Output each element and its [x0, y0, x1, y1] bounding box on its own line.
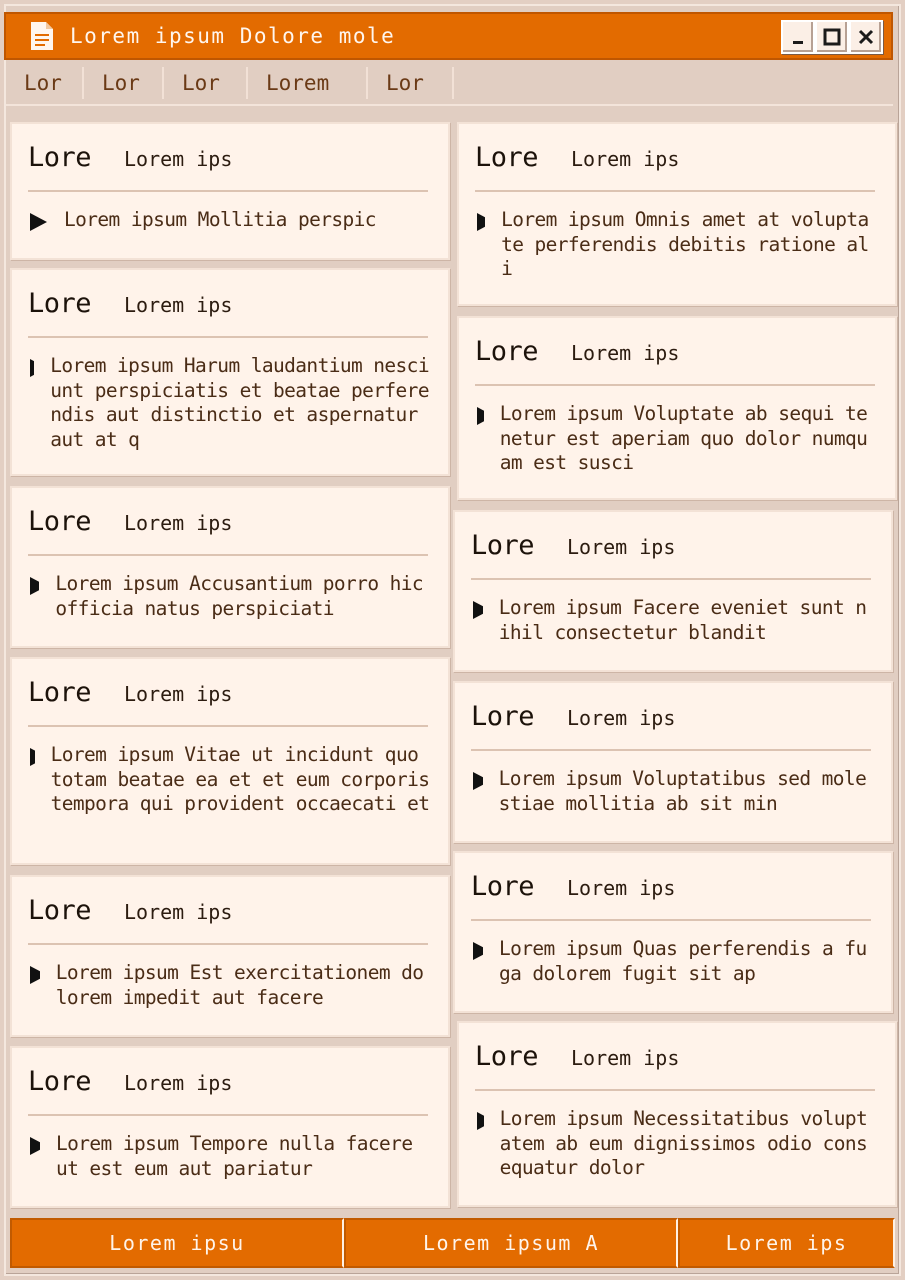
card-title: Lore [28, 677, 92, 708]
card[interactable] [457, 122, 897, 306]
card-text: Lorem ipsum Accusantium porro hic officia natus perspiciati [55, 572, 424, 620]
card[interactable] [457, 1021, 897, 1207]
card-title: Lore [28, 506, 92, 537]
card-subtitle: Lorem ips [124, 1071, 233, 1095]
menu-item-2[interactable]: Lor [84, 67, 164, 99]
play-arrow-icon [471, 771, 483, 791]
card-divider [28, 1114, 428, 1116]
card-divider [471, 578, 871, 580]
bottom-button-2[interactable]: Lorem ipsum A [344, 1218, 678, 1268]
play-arrow-icon [471, 941, 483, 961]
card-text: Lorem ipsum Tempore nulla facere ut est eum aut pariatur [55, 1132, 413, 1180]
card-text: Lorem ipsum Omnis amet at voluptate perferendis debitis ratione ali [501, 208, 869, 280]
card-subtitle: Lorem ips [124, 511, 233, 535]
bottom-button-3[interactable]: Lorem ips [678, 1218, 895, 1268]
card-text: Lorem ipsum Necessitatibus voluptatem ab eum dignissimos odio consequatur dolor [499, 1107, 868, 1179]
card-divider [28, 554, 428, 556]
close-icon [858, 29, 874, 45]
menu-bar [6, 62, 893, 106]
card-title: Lore [471, 871, 535, 902]
card-subtitle: Lorem ips [567, 876, 676, 900]
card[interactable] [10, 875, 450, 1037]
card-subtitle: Lorem ips [571, 341, 680, 365]
card-title: Lore [471, 530, 535, 561]
card[interactable] [453, 510, 893, 672]
play-arrow-icon [28, 576, 39, 596]
play-arrow-icon [28, 1136, 40, 1156]
card-title: Lore [28, 288, 92, 319]
card-text: Lorem ipsum Vitae ut incidunt quo totam beatae ea et et eum corporis tempora qui provident occaecati et [50, 743, 430, 815]
card-subtitle: Lorem ips [124, 147, 233, 171]
card[interactable] [10, 122, 450, 260]
maximize-icon [823, 28, 841, 46]
card-divider [471, 919, 871, 921]
menu-item-5[interactable]: Lor [368, 67, 454, 99]
card-subtitle: Lorem ips [124, 682, 233, 706]
card[interactable] [457, 316, 897, 500]
card-divider [475, 1089, 875, 1091]
close-button[interactable] [849, 20, 883, 54]
menu-item-3[interactable]: Lor [164, 67, 248, 99]
minimize-button[interactable] [781, 20, 815, 54]
bottom-toolbar [10, 1218, 895, 1268]
play-arrow-icon [28, 212, 48, 232]
card-text: Lorem ipsum Est exercitationem dolorem impedit aut facere [55, 961, 424, 1009]
play-arrow-icon [28, 747, 35, 767]
card-divider [28, 336, 428, 338]
window-title: Lorem ipsum Dolore mole [70, 24, 396, 48]
card-title: Lore [475, 1041, 539, 1072]
card[interactable] [10, 486, 450, 648]
maximize-button[interactable] [815, 20, 849, 54]
card-subtitle: Lorem ips [124, 900, 233, 924]
title-bar[interactable] [4, 12, 893, 60]
card-text: Lorem ipsum Facere eveniet sunt nihil consectetur blandit [498, 596, 867, 644]
card-divider [28, 190, 428, 192]
card-title: Lore [475, 336, 539, 367]
card-subtitle: Lorem ips [571, 1046, 680, 1070]
card-title: Lore [471, 701, 535, 732]
card[interactable] [453, 681, 893, 843]
card-subtitle: Lorem ips [124, 293, 233, 317]
card-divider [475, 190, 875, 192]
card[interactable] [10, 657, 450, 865]
card[interactable] [453, 851, 893, 1013]
card-subtitle: Lorem ips [571, 147, 680, 171]
play-arrow-icon [475, 212, 485, 232]
card-title: Lore [475, 142, 539, 173]
card-divider [28, 943, 428, 945]
play-arrow-icon [28, 358, 34, 378]
play-arrow-icon [28, 965, 40, 985]
play-arrow-icon [475, 1111, 484, 1131]
card-text: Lorem ipsum Quas perferendis a fuga dolorem fugit sit ap [498, 937, 867, 985]
play-arrow-icon [471, 600, 483, 620]
card-title: Lore [28, 1066, 92, 1097]
menu-item-1[interactable]: Lor [6, 67, 84, 99]
menu-item-4[interactable]: Lorem [248, 67, 368, 99]
card-divider [475, 384, 875, 386]
card-text: Lorem ipsum Voluptate ab sequi tenetur est aperiam quo dolor numquam est susci [499, 402, 868, 474]
card-subtitle: Lorem ips [567, 535, 676, 559]
card-text: Lorem ipsum Harum laudantium nesciunt perspiciatis et beatae perferendis aut distinctio et aspernatur aut at q [50, 354, 429, 451]
card-title: Lore [28, 895, 92, 926]
document-icon [28, 21, 56, 51]
card-divider [471, 749, 871, 751]
card[interactable] [10, 1046, 450, 1208]
bottom-button-1[interactable]: Lorem ipsu [10, 1218, 344, 1268]
card-subtitle: Lorem ips [567, 706, 676, 730]
play-arrow-icon [475, 406, 484, 426]
card[interactable] [10, 268, 450, 476]
card-divider [28, 725, 428, 727]
card-title: Lore [28, 142, 92, 173]
card-text: Lorem ipsum Voluptatibus sed molestiae mollitia ab sit min [498, 767, 867, 815]
card-text: Lorem ipsum Mollitia perspic [64, 208, 376, 231]
minimize-icon [790, 29, 806, 45]
